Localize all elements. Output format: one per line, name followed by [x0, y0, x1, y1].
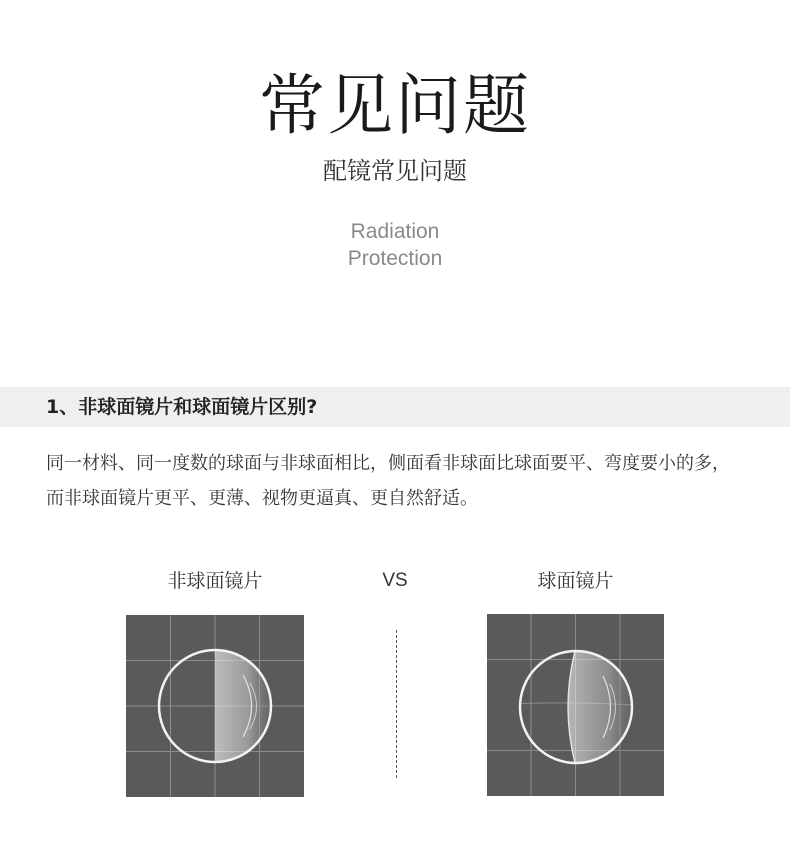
english-heading-line-1: Radiation [350, 220, 440, 243]
section-body-text: 同一材料、同一度数的球面与非球面相比，侧面看非球面比球面要平、弯度要小的多，而非球面镜片更平、更薄、视物更逼真、更自然舒适。 [46, 453, 730, 509]
aspheric-lens-illustration [126, 615, 304, 797]
vs-label: VS [382, 570, 408, 591]
english-heading [0, 218, 790, 272]
page-title: 常见问题 [259, 67, 531, 144]
page-subtitle: 配镜常见问题 [323, 157, 467, 185]
dashed-divider [396, 630, 397, 778]
english-heading-line-2: Protection [347, 247, 443, 270]
aspheric-lens-label: 非球面镜片 [167, 570, 263, 592]
section-header-bar [0, 387, 790, 427]
spherical-lens-illustration [487, 614, 664, 796]
section-title: 1、非球面镜片和球面镜片区别? [46, 396, 318, 418]
spherical-lens-label: 球面镜片 [537, 570, 614, 592]
